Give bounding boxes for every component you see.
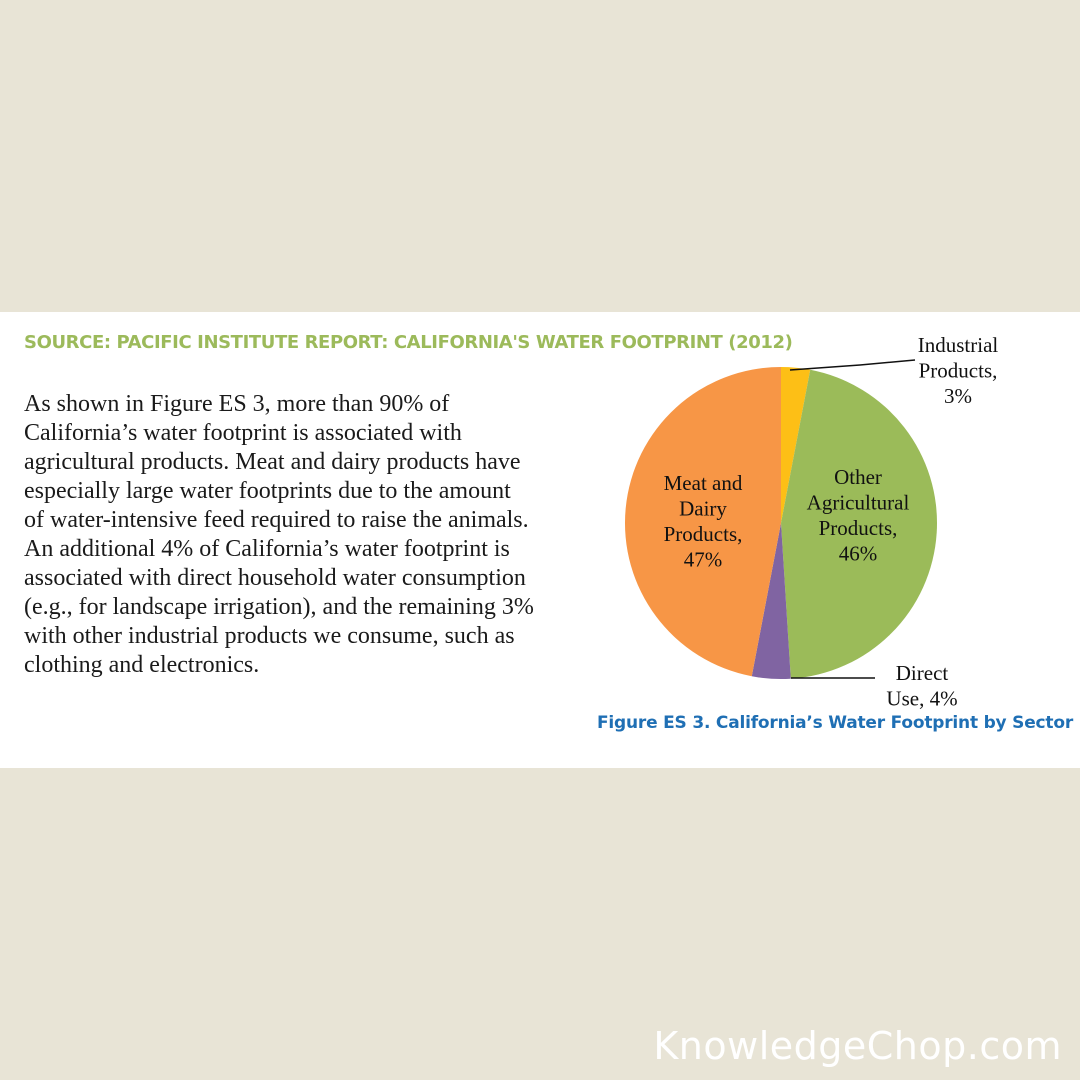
chart-caption: Figure ES 3. California’s Water Footprint by Sector <box>597 713 1074 733</box>
source-heading: SOURCE: PACIFIC INSTITUTE REPORT: CALIFORNIA'S WATER FOOTPRINT (2012) <box>24 332 793 353</box>
slice-label-other-agricultural-products: Other Agricultural Products, 46% <box>806 465 910 566</box>
leader-line-industrial-products <box>790 360 915 370</box>
body-paragraph: As shown in Figure ES 3, more than 90% of California’s water footprint is associated with agricultural products. Meat and dairy products have especially large water footprints due to the amount of water-intensive feed required to raise the animals. An additional 4% of California’s water footprint is associated with direct household water consumption (e.g., for landscape irrigation), and the remaining 3% with other industrial products we consume, such as clothing and electronics. <box>24 391 534 678</box>
watermark-logo: KnowledgeChop.com <box>653 1024 1062 1068</box>
slice-label-direct-use: Direct Use, 4% <box>886 661 958 711</box>
content-panel <box>0 312 1080 768</box>
slice-label-meat-and-dairy-products: Meat and Dairy Products, 47% <box>663 471 743 572</box>
pie-chart <box>560 312 1080 712</box>
slice-label-industrial-products: Industrial Products, 3% <box>917 333 999 408</box>
